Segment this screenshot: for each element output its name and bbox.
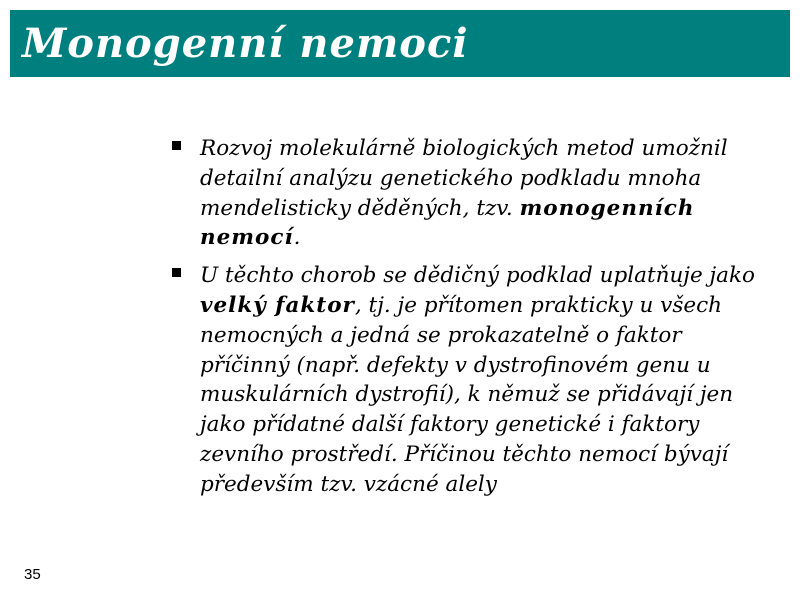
bullet-emphasis: velký faktor [200,292,355,318]
bullet-text: Rozvoj molekulárně biologických metod umožnil detailní analýzu genetického podkladu mnoha mendelisticky děděných, tzv. [200,136,728,221]
bullet-list [170,134,770,508]
bullet-item [170,134,770,253]
slide-title: Monogenní nemoci [22,20,469,67]
bullet-text-end: . [293,225,301,251]
bullet-text: U těchto chorob se dědičný podklad uplatňuje jako [200,263,755,289]
bullet-item [170,261,770,499]
bullet-text-end: , tj. je přítomen prakticky u všech nemocných a jedná se prokazatelně o faktor příčinný (např. defekty v dystrofinovém genu u muskulárních dystrofií), k němuž se přidávají jen jako přídatné další faktory genetické i faktory zevního prostředí. Příčinou těchto nemocí bývají především tzv. vzácné alely [200,292,734,497]
page-number: 35 [24,566,41,583]
square-bullet-icon [172,141,181,150]
title-bar [10,10,790,77]
bullet-emphasis: monogenních nemocí [200,195,695,251]
square-bullet-icon [172,268,181,277]
